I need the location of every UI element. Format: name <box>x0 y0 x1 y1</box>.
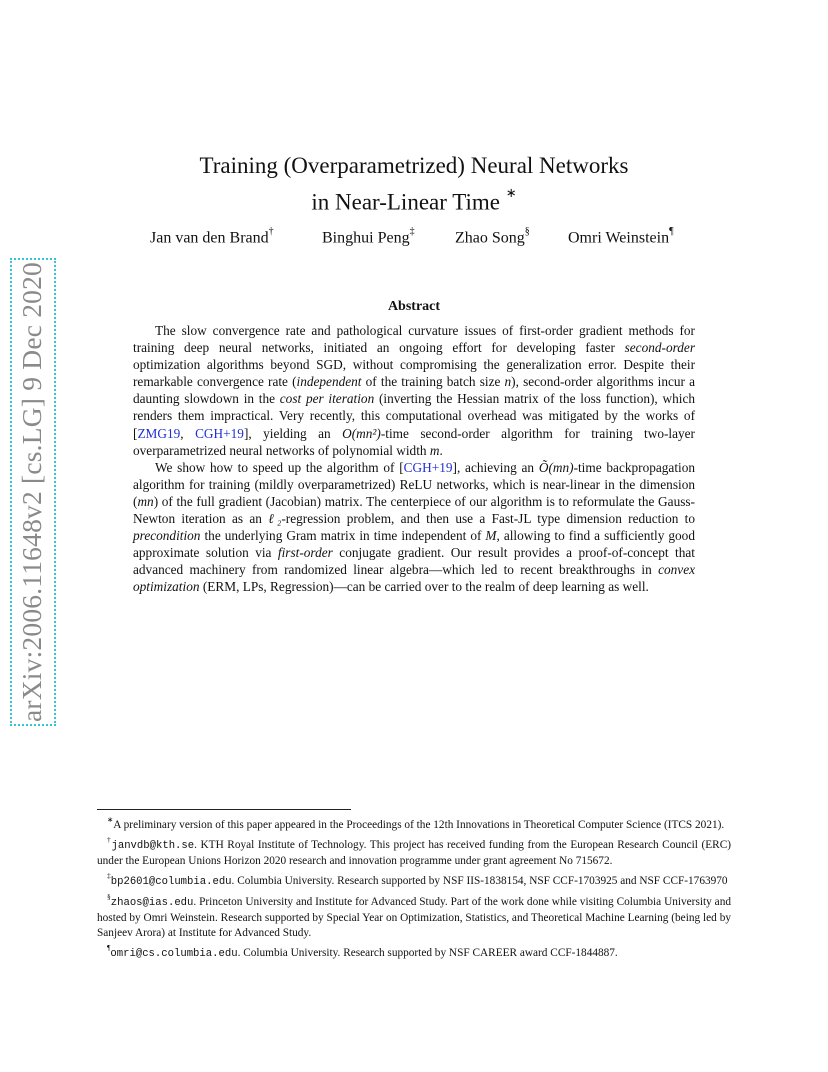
title-line-2-text: in Near-Linear Time <box>311 189 500 215</box>
abstract-emphasis: second-order <box>624 340 695 356</box>
author-song <box>455 228 530 247</box>
footnote-mark: ¶ <box>107 943 111 953</box>
footnote-divider <box>97 809 351 810</box>
abstract-text: -time second-order algorithm for training two-layer overparametrized neural networks of polynomial width <box>133 425 695 458</box>
author-weinstein <box>568 228 674 247</box>
footnotes <box>97 813 731 962</box>
abstract-text: The slow convergence rate and pathological curvature issues of first-order gradient methods for training deep neural networks, initiated an ongoing effort for developing faster <box>133 323 695 356</box>
abstract-text: . <box>439 442 443 458</box>
footnote-email[interactable]: bp2601@columbia.edu <box>110 875 232 888</box>
footnote-van-den-brand <box>97 833 731 869</box>
abstract-text: ), second-order algorithms incur a daunting slowdown in the <box>133 374 695 407</box>
footnote-preliminary <box>97 813 731 833</box>
author-footnote-mark[interactable]: ‡ <box>409 226 415 237</box>
math-expression: mn <box>137 493 154 509</box>
abstract-emphasis: independent <box>296 374 362 390</box>
author-name: Jan van den Brand <box>150 229 269 247</box>
citation-link[interactable]: ZMG19 <box>137 425 181 441</box>
abstract-emphasis: precondition <box>133 528 201 544</box>
abstract-text: , allowing to find a sufficiently good approximate solution via <box>133 528 695 561</box>
footnote-email[interactable]: omri@cs.columbia.edu <box>110 948 238 961</box>
footnote-song <box>97 890 731 941</box>
footnote-text: A preliminary version of this paper appeared in the Proceedings of the 12th Innovations in Theoretical Computer Science (ITCS 2021). <box>113 818 725 831</box>
citation-link[interactable]: CGH+19 <box>195 425 244 441</box>
paper-title <box>0 150 828 218</box>
math-variable: m <box>429 442 440 458</box>
abstract-emphasis: first-order <box>277 545 333 561</box>
abstract-text: -regression problem, and then use a Fast-JL type dimension reduction to <box>281 511 695 527</box>
author-footnote-mark[interactable]: § <box>524 226 530 237</box>
footnote-text: . Columbia University. Research supported by NSF CAREER award CCF-1844887. <box>237 947 618 960</box>
abstract-heading: Abstract <box>387 299 441 314</box>
footnote-text: . Princeton University and Institute for Advanced Study. Part of the work done while visiting Columbia University and hosted by Omri Weinstein. Research supported by Special Year on Optimization, Statistics, and Theoretical Machine Learning (being led by Sanjeev Arora) at Institute for Advanced Study. <box>97 895 731 940</box>
abstract-text: ], yielding an <box>243 425 343 441</box>
footnote-email[interactable]: janvdb@kth.se <box>111 839 195 852</box>
footnote-mark: § <box>107 892 111 902</box>
abstract-text: ) of the full gradient (Jacobian) matrix. The centerpiece of our algorithm is to reformulate the Gauss-Newton iteration as an <box>133 493 695 527</box>
author-footnote-mark[interactable]: ¶ <box>669 226 674 237</box>
author-name: Zhao Song <box>455 229 525 247</box>
abstract-paragraph-1 <box>133 322 695 459</box>
arxiv-identifier[interactable]: arXiv:2006.11648v2 [cs.LG] 9 Dec 2020 <box>16 261 47 723</box>
author-list <box>0 228 828 252</box>
abstract-text: , <box>180 425 196 441</box>
math-expression: O(mn²) <box>342 425 381 441</box>
footnote-mark: ∗ <box>107 815 114 824</box>
footnote-peng <box>97 869 731 890</box>
author-name: Omri Weinstein <box>568 229 670 247</box>
citation-link[interactable]: CGH+19 <box>403 459 453 475</box>
footnote-weinstein <box>97 941 731 962</box>
title-line-1: Training (Overparametrized) Neural Networks <box>199 153 629 178</box>
abstract-text: (ERM, LPs, Regression)—can be carried over to the realm of deep learning as well. <box>199 579 649 595</box>
abstract-emphasis: cost per iteration <box>279 391 375 407</box>
abstract-text: We show how to speed up the algorithm of [ <box>155 459 404 475</box>
abstract-body <box>133 322 695 596</box>
abstract-text: -time backpropagation algorithm for training (mildly overparametrized) ReLU networks, which is near-linear in the dimension ( <box>133 459 696 509</box>
math-variable: M <box>485 528 497 544</box>
author-footnote-mark[interactable]: † <box>268 226 274 237</box>
footnote-email[interactable]: zhaos@ias.edu <box>110 896 194 909</box>
footnote-text: . Columbia University. Research supported by NSF IIS-1838154, NSF CCF-1703925 and NSF CCF-1763970 <box>231 874 728 887</box>
abstract-paragraph-2 <box>133 459 695 596</box>
title-footnote-mark[interactable]: ∗ <box>505 185 517 200</box>
author-van-den-brand <box>150 228 274 247</box>
math-variable: n <box>504 374 512 390</box>
abstract-text: ], achieving an <box>452 459 539 475</box>
math-expression: Õ(mn) <box>538 459 574 475</box>
math-expression: ℓ₂ <box>268 511 282 527</box>
abstract-text: of the training batch size <box>361 374 505 390</box>
author-name: Binghui Peng <box>322 229 410 247</box>
author-peng <box>322 228 415 247</box>
abstract-text: the underlying Gram matrix in time independent of <box>200 528 486 544</box>
abstract-text: conjugate gradient. Our result provides a proof-of-concept that advanced machinery from randomized linear algebra—which led to recent breakthroughs in <box>133 545 695 578</box>
footnote-text: . KTH Royal Institute of Technology. This project has received funding from the European Research Council (ERC) under the European Unions Horizon 2020 research and innovation programme under grant agreement No 715672. <box>97 838 731 867</box>
footnote-mark: † <box>107 834 112 844</box>
abstract-text: optimization algorithms beyond SGD, without compromising the generalization error. Despite their remarkable convergence rate ( <box>133 357 695 390</box>
abstract-text: (inverting the Hessian matrix of the loss function), which renders them impractical. Very recently, this computational overhead was mitigated by the works of [ <box>133 391 695 441</box>
title-line-2 <box>0 181 828 218</box>
abstract-emphasis: convex optimization <box>133 562 695 595</box>
footnote-mark: ‡ <box>107 871 111 881</box>
